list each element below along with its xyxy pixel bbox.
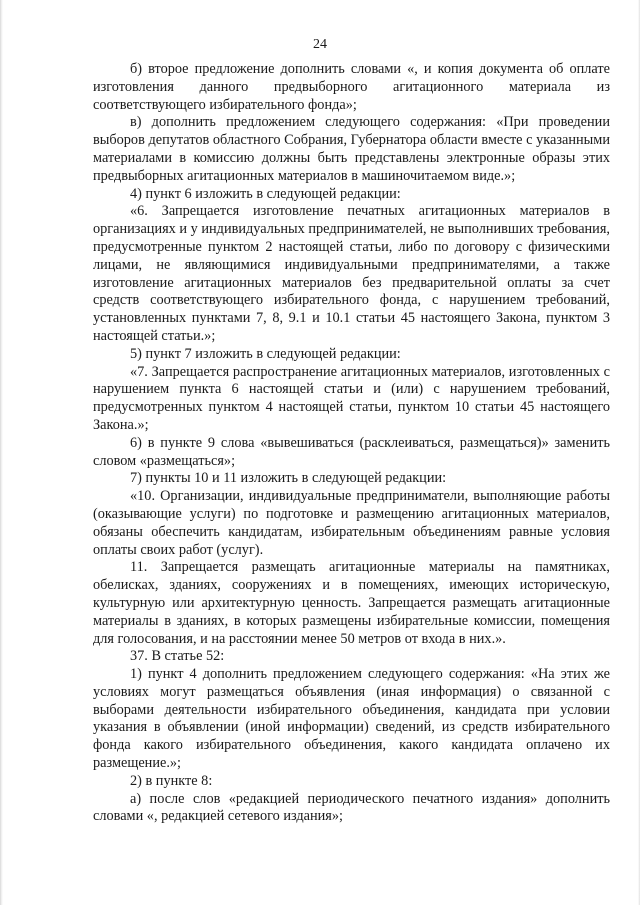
paragraph-b-second-sentence: б) второе предложение дополнить словами «, и копия документа об оплате изготовления данного предвыборного агитационного материала из соответствующего избирательного фонда»; [93, 61, 610, 113]
paragraph-point-11-text: 11. Запрещается размещать агитационные материалы на памятниках, обелисках, зданиях, сооружениях и в помещениях, имеющих историческую, культурную или архитектурную ценность. Запрещается размещать агитационные материалы в зданиях, в которых размещены избирательные комиссии, помещения для голосования, и на расстоянии менее 50 метров от входа в них.». [93, 559, 610, 647]
page-number: 24 [313, 37, 327, 52]
paragraph-point-7-text: «7. Запрещается распространение агитационных материалов, изготовленных с нарушением пункта 6 настоящей статьи и (или) с нарушением требований, предусмотренных пунктом 4 настоящей статьи, пунктом 10 статьи 45 настоящего Закона.»; [93, 363, 610, 433]
paragraph-item-6: 6) в пункте 9 слова «вывешиваться (расклеиваться, размещаться)» заменить словом «размещаться»; [93, 434, 610, 469]
paragraph-52-item-2a: а) после слов «редакцией периодического печатного издания» дополнить словами «, редакцией сетевого издания»; [93, 790, 610, 825]
paragraph-item-5: 5) пункт 7 изложить в следующей редакции: [130, 345, 401, 362]
paragraph-item-7: 7) пункты 10 и 11 изложить в следующей редакции: [130, 470, 447, 487]
paragraph-52-item-2: 2) в пункте 8: [130, 772, 213, 789]
paragraph-article-52-heading: 37. В статье 52: [130, 648, 225, 665]
paragraph-point-10-text: «10. Организации, индивидуальные предприниматели, выполняющие работы (оказывающие услуги) по подготовке и размещению агитационных материалов, обязаны обеспечить кандидатам, избирательным объединениям равные условия оплаты своих работ (услуг). [93, 488, 610, 558]
paragraph-point-6-text: «6. Запрещается изготовление печатных агитационных материалов в организациях и у индивидуальных предпринимателей, не выполнивших требования, предусмотренные пунктом 2 настоящей статьи, либо по договору с физическими лицами, не являющимися индивидуальными предпринимателями, а также изготовление агитационных материалов без предварительной оплаты за счет средств соответствующего избирательного фонда, с нарушением требований, установленных пунктами 7, 8, 9.1 и 10.1 статьи 45 настоящего Закона, пунктом 3 настоящей статьи.»; [93, 203, 610, 344]
paragraph-item-4: 4) пункт 6 изложить в следующей редакции: [130, 185, 401, 202]
paragraph-v-add-sentence: в) дополнить предложением следующего содержания: «При проведении выборов депутатов областного Собрания, Губернатора области вместе с указанными материалами в комиссию должны быть представлены электронные образы этих предвыборных агитационных материалов в машиночитаемом виде.»; [93, 114, 610, 184]
paragraph-52-item-1: 1) пункт 4 дополнить предложением следующего содержания: «На этих же условиях могут размещаться объявления (иная информация) о связанной с выборами деятельности избирательного объединения, кандидата при условии указания в объявлении (иной информации) сведений, из средств избирательного фонда какого избирательного объединения, какого кандидата оплачено их размещение.»; [93, 666, 610, 772]
scan-left-edge [0, 0, 3, 905]
document-body [93, 61, 610, 826]
